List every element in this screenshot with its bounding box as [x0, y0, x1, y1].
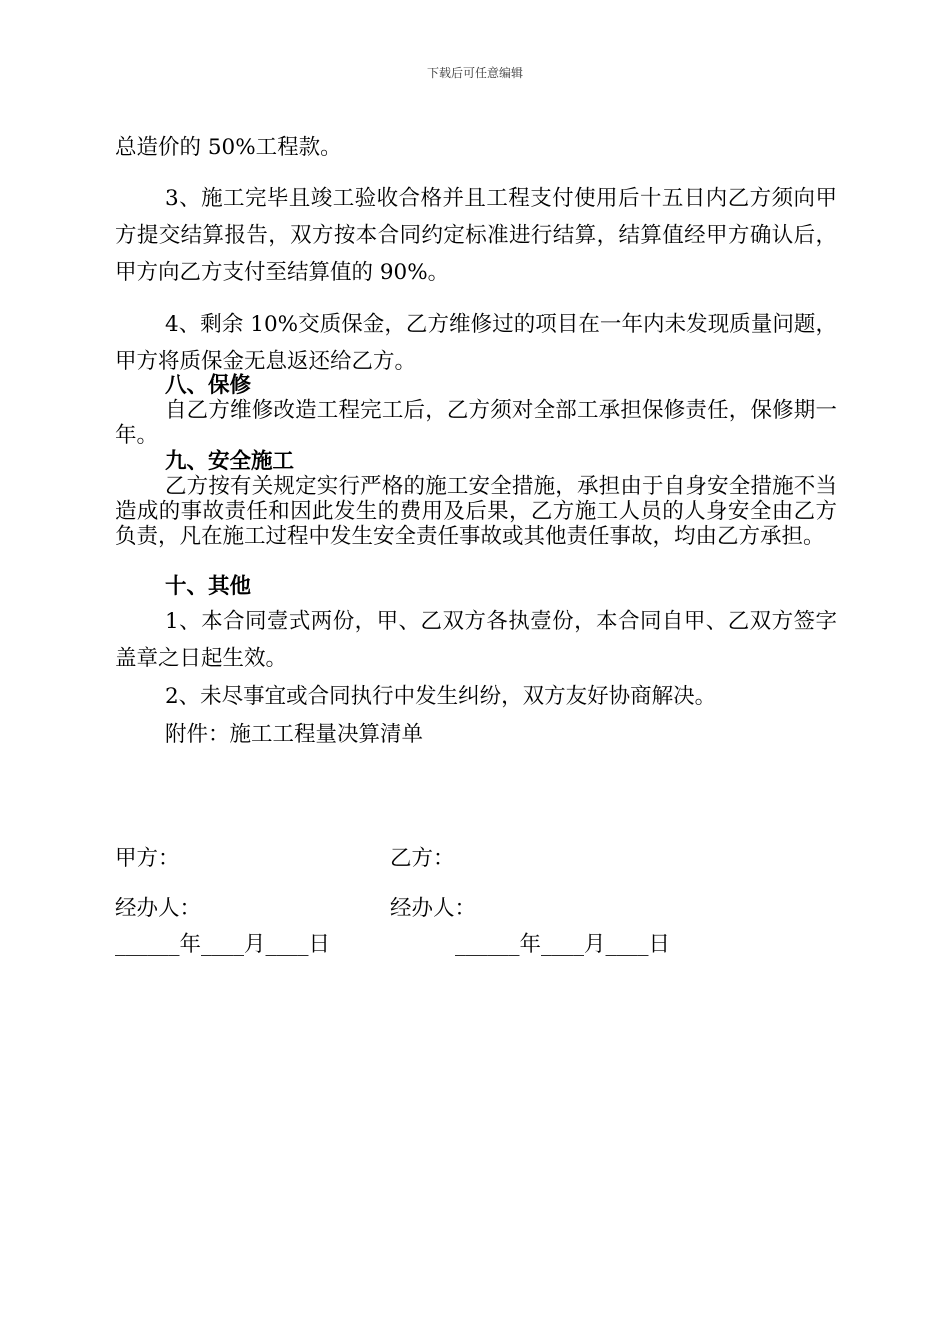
paragraph-item-3: 3、施工完毕且竣工验收合格并且工程支付使用后十五日内乙方须向甲方提交结算报告，双方按本合同约定标准进行结算，结算值经甲方确认后，甲方向乙方支付至结算值的 90%。 — [115, 186, 837, 285]
paragraph-other-1: 1、本合同壹式两份，甲、乙双方各执壹份，本合同自甲、乙双方签字盖章之日起生效。 — [115, 609, 837, 671]
heading-safety: 九、安全施工 — [165, 449, 295, 474]
date-a-line: ______年____月____日 — [115, 932, 331, 957]
heading-other: 十、其他 — [165, 574, 252, 599]
agent-a-label: 经办人： — [115, 896, 202, 921]
paragraph-safety: 乙方按有关规定实行严格的施工安全措施，承担由于自身安全措施不当造成的事故责任和因此发生的费用及后果，乙方施工人员的人身安全由乙方负责，凡在施工过程中发生安全责任事故或其他责任事故，均由乙方承担。 — [115, 474, 837, 549]
paragraph-warranty: 自乙方维修改造工程完工后，乙方须对全部工承担保修责任，保修期一年。 — [115, 398, 837, 448]
agent-b-label: 经办人： — [390, 896, 477, 921]
party-b-label: 乙方： — [390, 846, 455, 871]
paragraph-attachment: 附件：施工工程量决算清单 — [165, 722, 424, 747]
heading-warranty: 八、保修 — [165, 373, 252, 398]
paragraph-payment-continued: 总造价的 50%工程款。 — [115, 135, 342, 160]
date-b-line: ______年____月____日 — [455, 932, 671, 957]
page-header: 下载后可任意编辑 — [426, 66, 523, 80]
paragraph-item-4: 4、剩余 10%交质保金，乙方维修过的项目在一年内未发现质量问题，甲方将质保金无息返还给乙方。 — [115, 312, 837, 374]
paragraph-other-2: 2、未尽事宜或合同执行中发生纠纷，双方友好协商解决。 — [165, 684, 717, 709]
party-a-label: 甲方： — [115, 846, 180, 871]
